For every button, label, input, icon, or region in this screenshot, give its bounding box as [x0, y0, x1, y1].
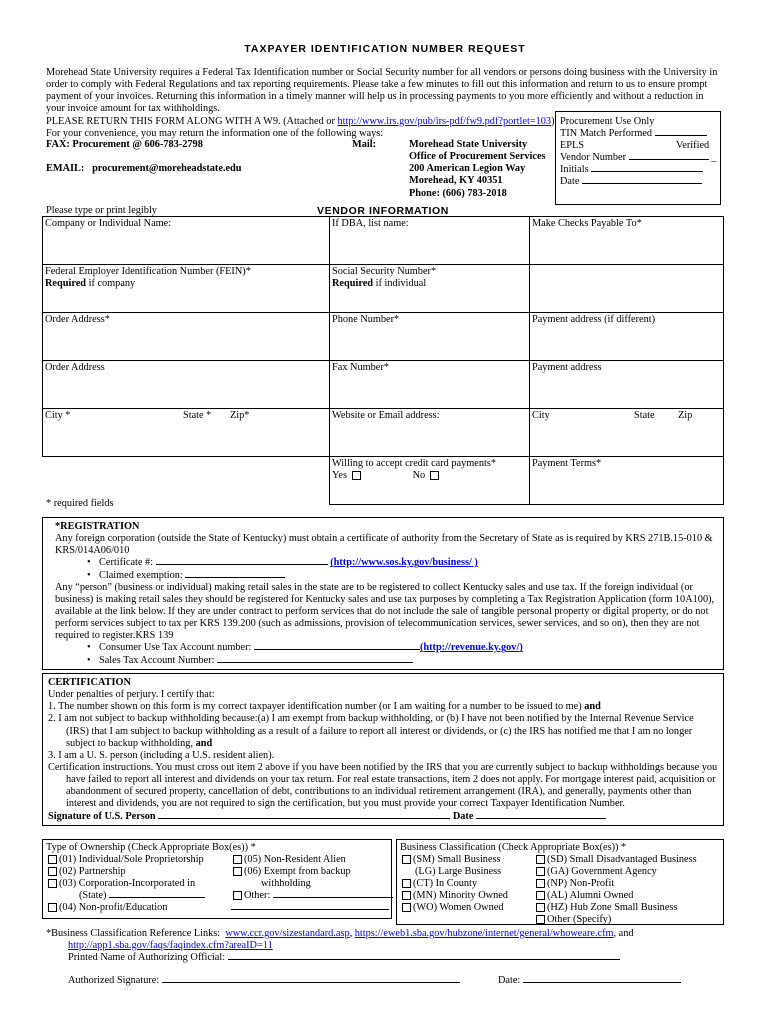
- hubzone-link[interactable]: https://eweb1.sba.gov/hubzone/internet/general/whoweare.cfm: [354, 928, 614, 939]
- biz-mn-checkbox[interactable]: [402, 891, 411, 900]
- certification-box: CERTIFICATION Under penalties of perjury. I certify that: 1. The number shown on this form is my correct taxpayer identification number (or I am waiting for a number to be issued to me) and 2. I am not subject to backup withholding because:(a) I am exempt from backup withholding, or (b) I have not been notified by the Internal Revenue Service (IRS) that I am subject to backup withholding as a result of a failure to report all interest or dividends, or (c) the IRS has notified me that I am no longer subject to backup withholding, and 3. I am a U. S. person (including a U.S. resident alien). Certification instructions. You must cross out item 2 above if you have been notified by the IRS that you are currently subject to backup withholdings because you have failed to report all interest and dividends on your tax return. For real estate transactions, item 2 does not apply. For mortgage interest paid, acquisition or abandonment of secured property, cancellation of debt, contributions to an individual retirement arrangement (IRA), and generally, payments other than interest and dividends, you are not required to sign the certification, but you must provide your correct Taxpayer Identification Number. Signature of U.S. Person Date: [42, 673, 724, 826]
- exemption-line[interactable]: [185, 577, 285, 578]
- credit-card-field: Willing to accept credit card payments* Yes No: [330, 457, 530, 505]
- biz-other-checkbox[interactable]: [536, 915, 545, 924]
- procurement-use-box: Procurement Use Only TIN Match Performed EPLS Verified Vendor Number _ Initials Date: [555, 111, 721, 205]
- footer-date-row: Date:: [498, 975, 681, 987]
- date-line[interactable]: [582, 183, 702, 184]
- mail-label: Mail:: [352, 139, 377, 150]
- email-address[interactable]: procurement@moreheadstate.edu: [92, 163, 242, 174]
- empty-cell: [530, 265, 724, 313]
- revenue-link[interactable]: (http://revenue.ky.gov/): [419, 642, 523, 654]
- ssn-field[interactable]: Social Security Number* Required if individual: [330, 265, 530, 313]
- order-address-field[interactable]: Order Address*: [43, 313, 330, 361]
- fein-field[interactable]: Federal Employer Identification Number (FEIN)* Required if company: [43, 265, 330, 313]
- sos-link[interactable]: (http://www.sos.ky.gov/business/ ): [330, 557, 478, 569]
- biz-ga-checkbox[interactable]: [536, 867, 545, 876]
- signature-line: Signature of U.S. Person Date: [48, 811, 719, 823]
- blank-cell: [43, 457, 330, 505]
- payment-terms-field[interactable]: Payment Terms*: [530, 457, 724, 505]
- registration-box: *REGISTRATION Any foreign corporation (outside the State of Kentucky) must obtain a certificate of authority from the Secretary of State as is required by KRS 271B.15-010 & KRS/014A06/010 • Certificate #: (http://www.sos.ky.gov/business/ ) • Claimed exemption: Any “person” (business or individual) making retail sales in the state are to be registered to collect Kentucky sales and use tax. If the foreign individual (or business) is making retail sales they should be registered for Kentucky sales and use tax purposes by completing a Tax Registration Application (form 10A100), available at the link below. If they are under contract to perform services that do not include the sale of tangible personal property or digital property, or do not perform services subject to tax per KRS 139.200 (such as admissions, provision of telecommunication services, sewer services, and so on), then they are not required to register.KRS 139 • Consumer Use Tax Account number: (http://revenue.ky.gov/) • Sales Tax Account Number:: [42, 517, 724, 670]
- payment-address-diff-field[interactable]: Payment address (if different): [530, 313, 724, 361]
- printed-name-field[interactable]: [228, 959, 620, 960]
- vendor-number-line[interactable]: [629, 159, 709, 160]
- sales-tax-line[interactable]: [217, 662, 413, 663]
- type-hint: Please type or print legibly: [46, 205, 157, 216]
- ownership-05-checkbox[interactable]: [233, 855, 242, 864]
- sba-faq-link[interactable]: http://app1.sba.gov/faqs/faqindex.cfm?areaID=11: [68, 940, 273, 952]
- biz-sm-checkbox[interactable]: [402, 855, 411, 864]
- reference-links: *Business Classification Reference Links: www.ccr.gov/sizestandard.asp, https://eweb1.sba.gov/hubzone/internet/general/whoweare.cfm, and http://app1.sba.gov/faqs/faqindex.cfm?areaID=11: [46, 928, 634, 952]
- initials-line[interactable]: [591, 171, 703, 172]
- ccr-link[interactable]: www.ccr.gov/sizestandard.asp: [225, 928, 350, 939]
- mail-address: Morehead State University Office of Procurement Services 200 American Legion Way Morehead, KY 40351 Phone: (606) 783-2018: [409, 139, 546, 199]
- footer-date-field[interactable]: [523, 982, 681, 983]
- yes-checkbox[interactable]: [352, 471, 361, 480]
- intro-paragraph: Morehead State University requires a Federal Tax Identification number or Social Security number for all vendors or persons doing business with the University in order to comply with Federal Regulations and tax reporting requirements. Please take a few minutes to fill out this information and return to us to ensure prompt payment of your invoices. Returning this information in a timely manner will help us in processing payments to you more efficiently and without a reduction in your invoice amount for tax withholdings.: [46, 67, 718, 115]
- signature-field[interactable]: [158, 818, 450, 819]
- fax-contact: FAX: Procurement @ 606-783-2798: [46, 139, 203, 150]
- certificate-line[interactable]: [156, 564, 328, 565]
- required-note: * required fields: [46, 498, 114, 509]
- ownership-04-checkbox[interactable]: [48, 903, 57, 912]
- certification-heading: CERTIFICATION: [48, 677, 131, 688]
- fax-field[interactable]: Fax Number*: [330, 361, 530, 409]
- business-classification-box: Business Classification (Check Appropriate Box(es)) * (SM) Small Business (SD) Small Disadvantaged Business (LG) Large Business (GA) Government Agency (CT) In County (NP) Non-Profit (MN) Minority Owned (AL) Alumni Owned (WO) Women Owned (HZ) Hub Zone Small Business Other (Specify): [396, 839, 724, 925]
- w9-link[interactable]: http://www.irs.gov/pub/irs-pdf/fw9.pdf?portlet=103: [337, 115, 552, 127]
- dba-field[interactable]: If DBA, list name:: [330, 217, 530, 265]
- registration-heading: *REGISTRATION: [55, 521, 140, 532]
- ownership-02-checkbox[interactable]: [48, 867, 57, 876]
- payment-address-field[interactable]: Payment address: [530, 361, 724, 409]
- authorized-signature-field[interactable]: [162, 982, 460, 983]
- order-address-2-field[interactable]: Order Address: [43, 361, 330, 409]
- biz-hz-checkbox[interactable]: [536, 903, 545, 912]
- state-line[interactable]: [109, 897, 205, 898]
- cert-date-field[interactable]: [476, 818, 606, 819]
- biz-ct-checkbox[interactable]: [402, 879, 411, 888]
- vendor-info-heading: VENDOR INFORMATION: [317, 205, 449, 217]
- biz-al-checkbox[interactable]: [536, 891, 545, 900]
- checks-payable-field[interactable]: Make Checks Payable To*: [530, 217, 724, 265]
- biz-wo-checkbox[interactable]: [402, 903, 411, 912]
- other-line[interactable]: [273, 897, 393, 898]
- form-title: TAXPAYER IDENTIFICATION NUMBER REQUEST: [244, 43, 526, 55]
- website-field[interactable]: Website or Email address:: [330, 409, 530, 457]
- biz-np-checkbox[interactable]: [536, 879, 545, 888]
- authorized-signature-row: Authorized Signature:: [68, 975, 460, 987]
- convenience-line: For your convenience, you may return the information one of the following ways:: [46, 127, 384, 139]
- vendor-table: [42, 216, 724, 505]
- tin-line[interactable]: [655, 135, 707, 136]
- email-contact: EMAIL: procurement@moreheadstate.edu: [46, 163, 242, 174]
- payment-city-state-zip-field[interactable]: City State Zip: [530, 409, 724, 457]
- biz-sd-checkbox[interactable]: [536, 855, 545, 864]
- phone-field[interactable]: Phone Number*: [330, 313, 530, 361]
- ownership-other-checkbox[interactable]: [233, 891, 242, 900]
- printed-name-row: Printed Name of Authorizing Official:: [68, 952, 620, 964]
- return-w9-line: PLEASE RETURN THIS FORM ALONG WITH A W9. (Attached or http://www.irs.gov/pub/irs-pdf/fw9.pdf?portlet=103): [46, 115, 555, 127]
- company-name-field[interactable]: Company or Individual Name:: [43, 217, 330, 265]
- ownership-box: Type of Ownership (Check Appropriate Box(es)) * (01) Individual/Sole Proprietorship (05) Non-Resident Alien (02) Partnership (06) Exempt from backup (03) Corporation-Incorporated in withholding (State) Other: (04) Non-profit/Education: [42, 839, 392, 919]
- no-checkbox[interactable]: [430, 471, 439, 480]
- consumer-tax-line[interactable]: [254, 649, 420, 650]
- ownership-03-checkbox[interactable]: [48, 879, 57, 888]
- ownership-01-checkbox[interactable]: [48, 855, 57, 864]
- city-state-zip-field[interactable]: City * State * Zip*: [43, 409, 330, 457]
- ownership-06-checkbox[interactable]: [233, 867, 242, 876]
